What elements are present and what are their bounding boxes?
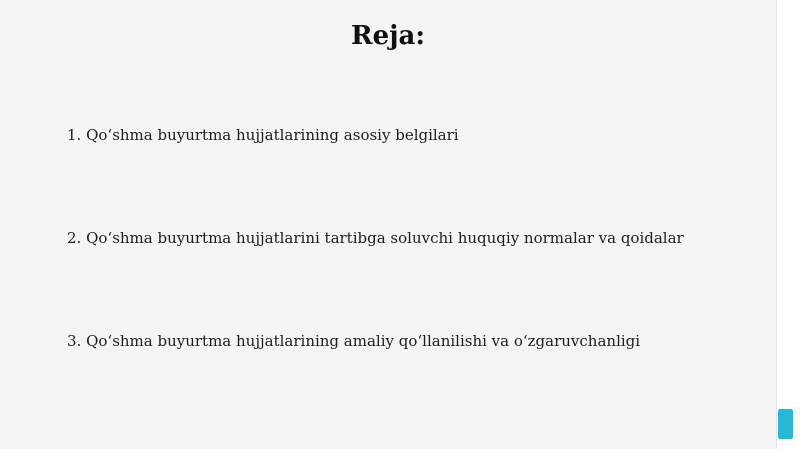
slide-title: Reja: [350, 21, 425, 51]
plan-item-number: 3. [67, 332, 82, 350]
plan-item [67, 330, 640, 352]
plan-item-text: Qoʻshma buyurtma hujjatlarining amaliy qoʻllanilishi va oʻzgaruvchanligi [86, 332, 641, 350]
plan-item-number: 1. [67, 126, 82, 144]
plan-item [67, 227, 684, 249]
plan-item [67, 124, 459, 146]
scrollbar-thumb[interactable] [778, 409, 793, 439]
plan-item-text: Qoʻshma buyurtma hujjatlarini tartibga soluvchi huquqiy normalar va qoidalar [86, 229, 684, 247]
plan-item-number: 2. [67, 229, 82, 247]
plan-item-text: Qoʻshma buyurtma hujjatlarining asosiy belgilari [86, 126, 459, 144]
vertical-scrollbar[interactable] [776, 0, 800, 449]
